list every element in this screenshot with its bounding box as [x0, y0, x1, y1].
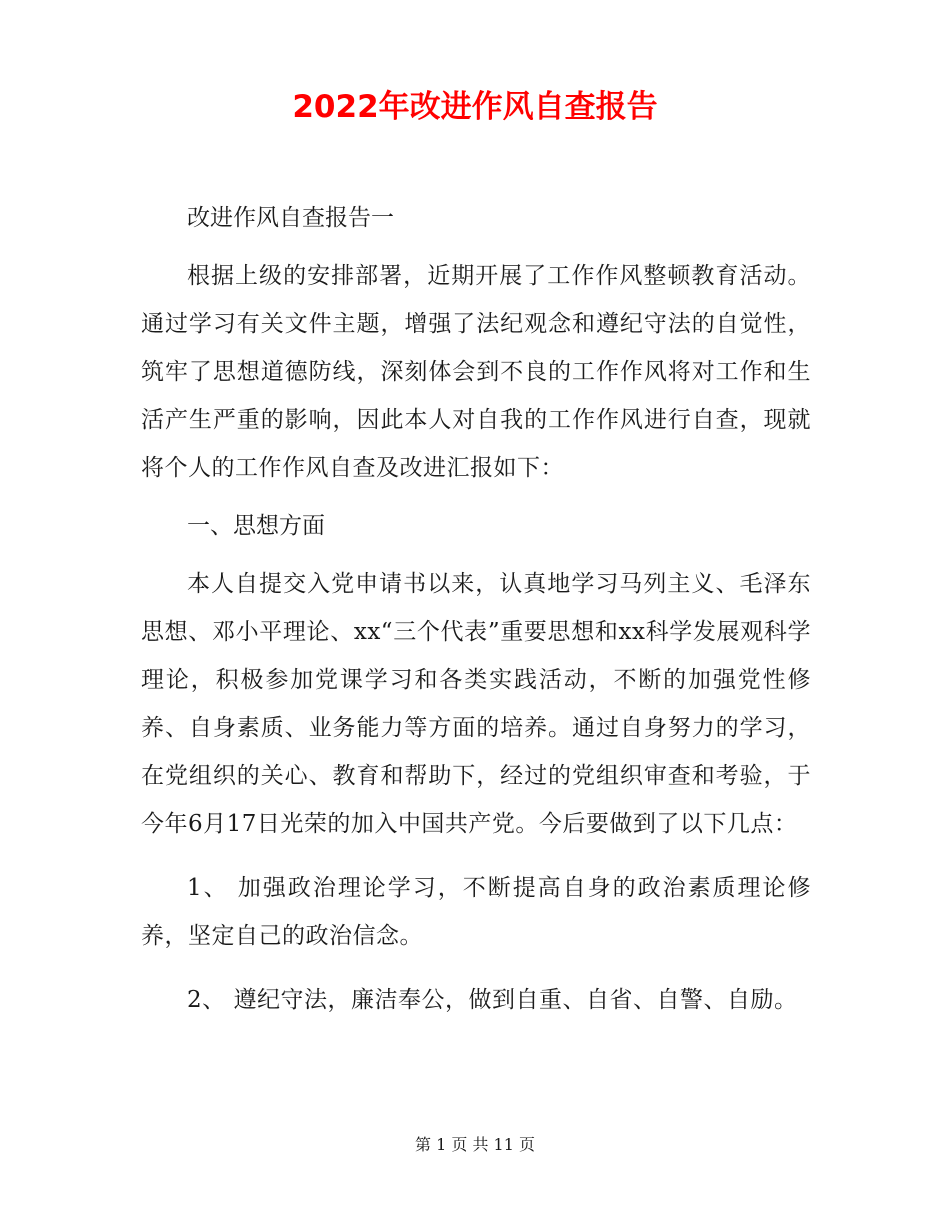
document-body [141, 194, 811, 1024]
section-body-thought: 本人自提交入党申请书以来，认真地学习马列主义、毛泽东思想、邓小平理论、xx“三个代表”重要思想和xx科学发展观科学理论，积极参加党课学习和各类实践活动，不断的加强党性修养、自身素质、业务能力等方面的培养。通过自身努力的学习，在党组织的关心、教育和帮助下，经过的党组织审查和考验，于今年6月17日光荣的加入中国共产党。今后要做到了以下几点： [141, 571, 811, 837]
section-heading-thought: 一、思想方面 [187, 513, 325, 539]
report-subtitle: 改进作风自查报告一 [187, 205, 394, 231]
page-number: 第 1 页 共 11 页 [415, 1135, 535, 1154]
list-item: 2、 遵纪守法，廉洁奉公，做到自重、自省、自警、自励。 [187, 987, 798, 1013]
list-item: 1、 加强政治理论学习，不断提高自身的政治素质理论修养，坚定自己的政治信念。 [141, 875, 811, 949]
intro-paragraph: 根据上级的安排部署，近期开展了工作作风整顿教育活动。通过学习有关文件主题，增强了法纪观念和遵纪守法的自觉性，筑牢了思想道德防线，深刻体会到不良的工作作风将对工作和生活产生严重的影响，因此本人对自我的工作作风进行自查，现就将个人的工作作风自查及改进汇报如下： [141, 263, 811, 481]
document-title: 2022年改进作风自查报告 [292, 89, 658, 125]
